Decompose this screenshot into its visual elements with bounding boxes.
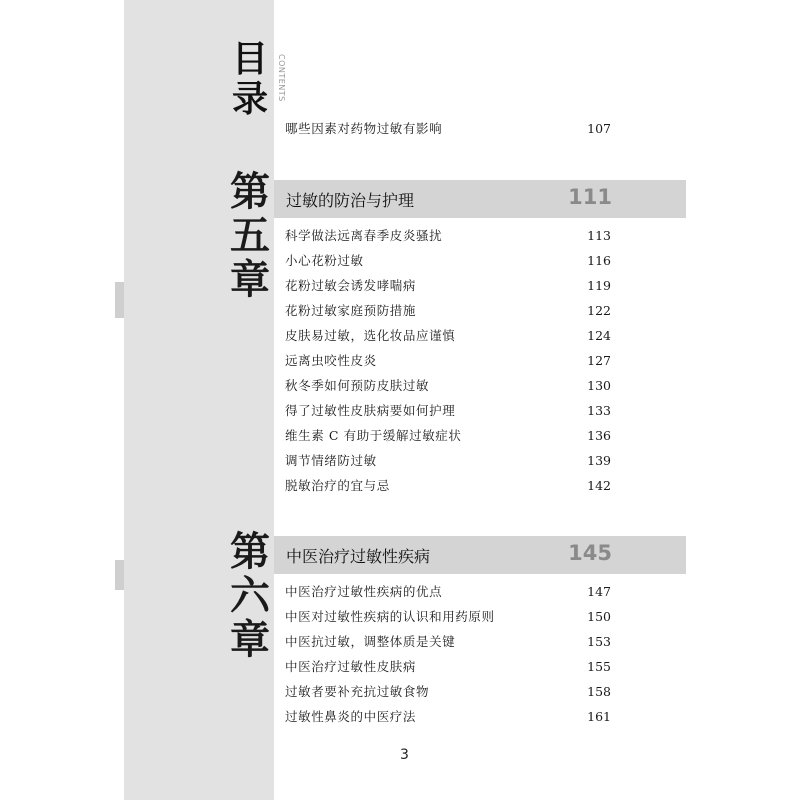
- toc-entry[interactable]: [285, 632, 611, 652]
- chapter-6-header[interactable]: [274, 536, 686, 574]
- toc-entry-page: 133: [587, 403, 611, 418]
- toc-entry-page: 113: [587, 228, 611, 243]
- page-number: 3: [400, 747, 409, 763]
- toc-entry-title: 中医治疗过敏性皮肤病: [285, 659, 417, 674]
- toc-entry-page: 122: [587, 303, 611, 318]
- toc-entry-page: 124: [587, 328, 611, 343]
- toc-entry[interactable]: [285, 226, 611, 246]
- toc-entry[interactable]: [285, 276, 611, 296]
- toc-entry-title: 中医抗过敏，调整体质是关键: [285, 634, 456, 649]
- toc-entry[interactable]: [285, 582, 611, 602]
- toc-entry-page: 139: [587, 453, 611, 468]
- toc-entry-title: 调节情绪防过敏: [285, 453, 377, 468]
- toc-entry-title: 中医治疗过敏性疾病的优点: [285, 584, 443, 599]
- toc-entry-page: 107: [587, 121, 611, 136]
- toc-entry-page: 155: [587, 659, 611, 674]
- toc-entry[interactable]: [285, 682, 611, 702]
- chapter-page: 145: [568, 541, 612, 565]
- toc-entry[interactable]: [285, 451, 611, 471]
- toc-entry[interactable]: [285, 251, 611, 271]
- toc-entry-title: 得了过敏性皮肤病要如何护理: [285, 403, 456, 418]
- contents-label-svg: [272, 52, 286, 102]
- toc-entry[interactable]: [285, 426, 611, 446]
- chapter-5-label: [228, 170, 272, 302]
- toc-entry[interactable]: [285, 326, 611, 346]
- toc-entry[interactable]: [285, 607, 611, 627]
- toc-entry-title: 过敏者要补充抗过敏食物: [285, 684, 430, 699]
- toc-title-char: 目: [232, 39, 269, 80]
- toc-entry[interactable]: [285, 657, 611, 677]
- toc-entry[interactable]: [285, 301, 611, 321]
- toc-entry-page: 147: [587, 584, 611, 599]
- sidebar-band: [124, 0, 274, 800]
- toc-entry-lead[interactable]: [285, 119, 611, 139]
- sidebar-notch-2: [115, 560, 124, 590]
- toc-entry[interactable]: [285, 401, 611, 421]
- toc-title: [232, 40, 272, 120]
- chapter-5-header[interactable]: [274, 180, 686, 218]
- toc-entry-title: 中医对过敏性疾病的认识和用药原则: [285, 609, 495, 624]
- toc-entry-title: 小心花粉过敏: [285, 253, 364, 268]
- toc-entry[interactable]: [285, 707, 611, 727]
- toc-title-char: 录: [232, 79, 269, 120]
- chapter-title: 中医治疗过敏性疾病: [286, 547, 431, 566]
- toc-entry-title: 脱敏治疗的宜与忌: [285, 478, 390, 493]
- chapter-page: 111: [568, 185, 612, 209]
- toc-entry-page: 119: [587, 278, 611, 293]
- toc-entry-page: 116: [587, 253, 611, 268]
- toc-entry-title: 花粉过敏家庭预防措施: [285, 303, 417, 318]
- chapter-title: 过敏的防治与护理: [286, 191, 415, 210]
- chapter-label-char: 章: [230, 616, 270, 663]
- toc-entry-page: 127: [587, 353, 611, 368]
- toc-entry-title: 过敏性鼻炎的中医疗法: [285, 709, 417, 724]
- chapter-label-char: 章: [230, 256, 270, 303]
- toc-entry[interactable]: [285, 476, 611, 496]
- toc-entry-title: 哪些因素对药物过敏有影响: [285, 121, 443, 136]
- contents-label: [272, 52, 286, 102]
- toc-entry-page: 161: [587, 709, 611, 724]
- toc-entry-page: 142: [587, 478, 611, 493]
- toc-entry-title: 皮肤易过敏，选化妆品应谨慎: [285, 328, 456, 343]
- toc-entry-title: 维生素 C 有助于缓解过敏症状: [285, 428, 462, 443]
- sidebar-notch-1: [115, 282, 124, 318]
- toc-entry-page: 158: [587, 684, 611, 699]
- toc-entry-page: 130: [587, 378, 611, 393]
- chapter-label-char: 五: [230, 212, 270, 259]
- chapter-label-char: 第: [230, 168, 270, 215]
- chapter-label-char: 六: [230, 572, 270, 619]
- contents-label-text: CONTENTS: [277, 54, 286, 102]
- toc-entry-page: 153: [587, 634, 611, 649]
- chapter-6-label: [228, 530, 272, 662]
- toc-entry-page: 150: [587, 609, 611, 624]
- toc-entry[interactable]: [285, 351, 611, 371]
- toc-entry-title: 科学做法远离春季皮炎骚扰: [285, 228, 443, 243]
- chapter-label-char: 第: [230, 528, 270, 575]
- toc-entry-title: 秋冬季如何预防皮肤过敏: [285, 378, 430, 393]
- toc-entry-title: 远离虫咬性皮炎: [285, 353, 377, 368]
- toc-entry-page: 136: [587, 428, 611, 443]
- toc-entry[interactable]: [285, 376, 611, 396]
- toc-entry-title: 花粉过敏会诱发哮喘病: [285, 278, 417, 293]
